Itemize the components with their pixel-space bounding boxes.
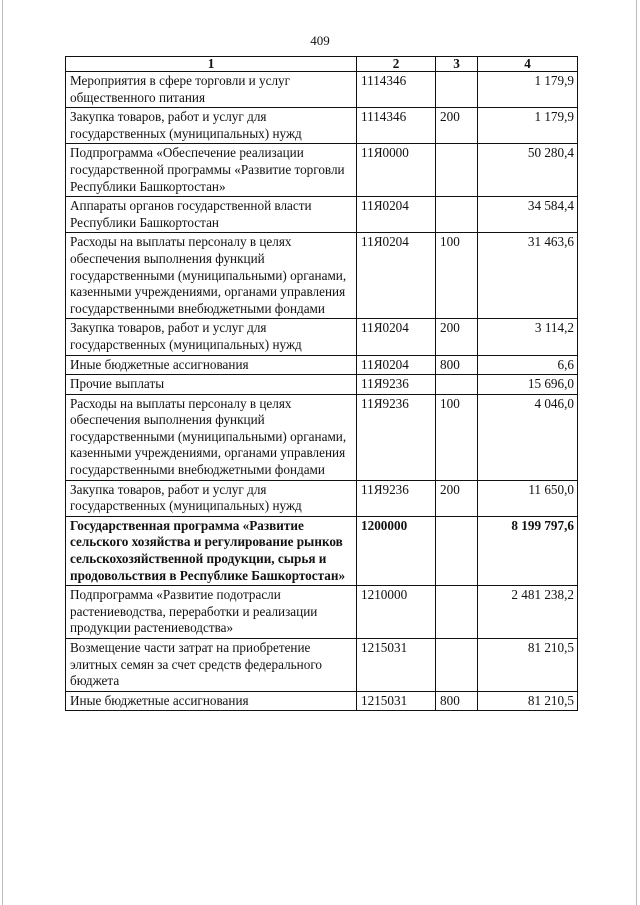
row-name-cell: Закупка товаров, работ и услуг для государственных (муниципальных) нужд [66, 108, 357, 144]
row-amount-cell: 15 696,0 [478, 375, 578, 395]
table-row [66, 72, 578, 108]
table-row [66, 639, 578, 692]
row-name-cell: Аппараты органов государственной власти Республики Башкортостан [66, 197, 357, 233]
row-amount-cell: 50 280,4 [478, 144, 578, 197]
row-type-cell [436, 639, 478, 692]
header-col-4: 4 [478, 57, 578, 72]
row-amount-cell: 31 463,6 [478, 233, 578, 319]
table-row [66, 197, 578, 233]
row-name-cell: Расходы на выплаты персоналу в целях обеспечения выполнения функций государственными (муниципальными) органами, казенными учреждениями, органами управления государственными внебюджетными фондами [66, 394, 357, 480]
table-row [66, 355, 578, 375]
header-col-2: 2 [357, 57, 436, 72]
row-name-cell: Подпрограмма «Обеспечение реализации государственной программы «Развитие торговли Республики Башкортостан» [66, 144, 357, 197]
row-code-cell: 11Я0000 [357, 144, 436, 197]
row-code-cell: 11Я0204 [357, 197, 436, 233]
row-amount-cell: 2 481 238,2 [478, 586, 578, 639]
row-amount-cell: 11 650,0 [478, 480, 578, 516]
row-name-cell: Мероприятия в сфере торговли и услуг общественного питания [66, 72, 357, 108]
table-body [66, 72, 578, 711]
table-row [66, 233, 578, 319]
row-amount-cell: 4 046,0 [478, 394, 578, 480]
header-col-3: 3 [436, 57, 478, 72]
row-name-cell: Подпрограмма «Развитие подотрасли растениеводства, переработки и реализации продукции растениеводства» [66, 586, 357, 639]
row-type-cell: 100 [436, 233, 478, 319]
row-type-cell [436, 586, 478, 639]
row-type-cell [436, 72, 478, 108]
table-row [66, 691, 578, 711]
table-row [66, 108, 578, 144]
row-type-cell: 200 [436, 108, 478, 144]
row-type-cell [436, 197, 478, 233]
row-code-cell: 11Я0204 [357, 233, 436, 319]
row-amount-cell: 81 210,5 [478, 639, 578, 692]
row-amount-cell: 1 179,9 [478, 72, 578, 108]
row-name-cell: Возмещение части затрат на приобретение элитных семян за счет средств федерального бюджета [66, 639, 357, 692]
row-amount-cell: 34 584,4 [478, 197, 578, 233]
row-name-cell: Иные бюджетные ассигнования [66, 355, 357, 375]
row-code-cell: 11Я0204 [357, 355, 436, 375]
row-type-cell: 800 [436, 691, 478, 711]
row-code-cell: 1200000 [357, 516, 436, 585]
row-name-cell: Закупка товаров, работ и услуг для государственных (муниципальных) нужд [66, 480, 357, 516]
row-type-cell: 100 [436, 394, 478, 480]
row-type-cell [436, 516, 478, 585]
row-amount-cell: 8 199 797,6 [478, 516, 578, 585]
row-code-cell: 1210000 [357, 586, 436, 639]
row-code-cell: 11Я9236 [357, 394, 436, 480]
table-row [66, 480, 578, 516]
row-name-cell: Иные бюджетные ассигнования [66, 691, 357, 711]
row-code-cell: 11Я0204 [357, 319, 436, 355]
row-name-cell: Государственная программа «Развитие сельского хозяйства и регулирование рынков сельскохозяйственной продукции, сырья и продовольствия в Республике Башкортостан» [66, 516, 357, 585]
row-amount-cell: 1 179,9 [478, 108, 578, 144]
row-code-cell: 1114346 [357, 108, 436, 144]
row-name-cell: Расходы на выплаты персоналу в целях обеспечения выполнения функций государственными (муниципальными) органами, казенными учреждениями, органами управления государственными внебюджетными фондами [66, 233, 357, 319]
page-number: 409 [310, 33, 330, 48]
table-row [66, 144, 578, 197]
table-row [66, 586, 578, 639]
row-type-cell: 200 [436, 480, 478, 516]
table-header-row [66, 57, 578, 72]
table-row [66, 319, 578, 355]
row-code-cell: 11Я9236 [357, 375, 436, 395]
row-type-cell: 800 [436, 355, 478, 375]
table-row [66, 394, 578, 480]
row-code-cell: 1114346 [357, 72, 436, 108]
row-name-cell: Закупка товаров, работ и услуг для государственных (муниципальных) нужд [66, 319, 357, 355]
header-col-1: 1 [66, 57, 357, 72]
table-row [66, 375, 578, 395]
row-amount-cell: 81 210,5 [478, 691, 578, 711]
budget-table [65, 56, 578, 711]
row-type-cell: 200 [436, 319, 478, 355]
row-code-cell: 1215031 [357, 691, 436, 711]
table-row [66, 516, 578, 585]
row-code-cell: 11Я9236 [357, 480, 436, 516]
row-type-cell [436, 144, 478, 197]
row-name-cell: Прочие выплаты [66, 375, 357, 395]
row-code-cell: 1215031 [357, 639, 436, 692]
row-amount-cell: 6,6 [478, 355, 578, 375]
row-amount-cell: 3 114,2 [478, 319, 578, 355]
row-type-cell [436, 375, 478, 395]
scan-left-edge [2, 0, 3, 905]
scan-right-edge [636, 0, 637, 905]
